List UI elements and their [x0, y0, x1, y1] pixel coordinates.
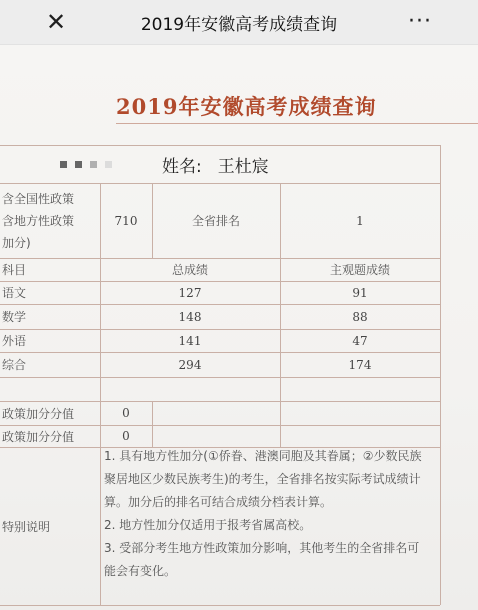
rank-label: 全省排名: [191, 214, 240, 228]
note-line: 算。加分后的排名可结合成绩分档表计算。: [104, 495, 333, 509]
subject-total: 127: [178, 285, 202, 300]
subject-total: 148: [178, 309, 202, 324]
bonus-label: 政策加分分值: [2, 429, 75, 444]
table-rule: [0, 377, 440, 378]
rank-value: 1: [356, 213, 364, 228]
notes-text: [104, 445, 444, 583]
note-line: 3. 受部分考生地方性政策加分影响，其他考生的全省排名可: [104, 541, 420, 555]
policy-label-line: 加分): [2, 235, 31, 250]
note-line: 1. 具有地方性加分(①侨眷、港澳同胞及其眷属；②少数民族: [104, 449, 422, 463]
subject-total: 294: [178, 357, 202, 372]
policy-total-label: [0, 183, 100, 258]
policy-label-line: 含地方性政策: [2, 213, 75, 228]
notes-label: 特别说明: [2, 519, 51, 534]
subject-name: 语文: [2, 286, 27, 300]
subject-subjective: 47: [352, 333, 368, 348]
subject-total: 141: [178, 333, 202, 348]
subject-name: 综合: [2, 358, 27, 372]
header-subject: 科目: [2, 263, 27, 277]
document-title: 2019年安徽高考成绩查询: [116, 94, 377, 119]
subject-name: 数学: [2, 310, 27, 324]
more-options-icon[interactable]: ···: [408, 9, 432, 34]
policy-label-line: 含全国性政策: [2, 191, 75, 206]
close-icon[interactable]: ✕: [46, 8, 67, 36]
bonus-label: 政策加分分值: [2, 406, 75, 421]
note-line: 能会有变化。: [104, 564, 177, 578]
bonus-value: 0: [122, 429, 130, 443]
subject-subjective: 91: [352, 285, 368, 300]
score-table: [0, 145, 478, 610]
page-title: 2019年安徽高考成绩查询: [140, 14, 338, 35]
student-name-row: [60, 145, 420, 183]
note-line: 聚居地区少数民族考生)的考生，全省排名按实际考试成绩计: [104, 472, 421, 486]
subject-subjective: 174: [348, 357, 372, 372]
bonus-value: 0: [122, 406, 130, 420]
top-bar: [0, 0, 478, 45]
student-name: 王杜宸: [217, 156, 269, 177]
total-score-with-policy: 710: [114, 213, 138, 228]
header-total: 总成绩: [171, 263, 208, 277]
subject-name: 外语: [2, 334, 27, 348]
title-underline: [116, 123, 478, 124]
header-subjective: 主观题成绩: [329, 263, 390, 277]
note-line: 2. 地方性加分仅适用于报考省属高校。: [104, 518, 312, 532]
subject-subjective: 88: [352, 309, 368, 324]
table-rule: [152, 401, 153, 447]
redacted-id-marks: [60, 161, 112, 168]
table-rule: [0, 605, 440, 606]
name-label: 姓名:: [162, 156, 202, 177]
score-report-photo: [0, 45, 478, 610]
